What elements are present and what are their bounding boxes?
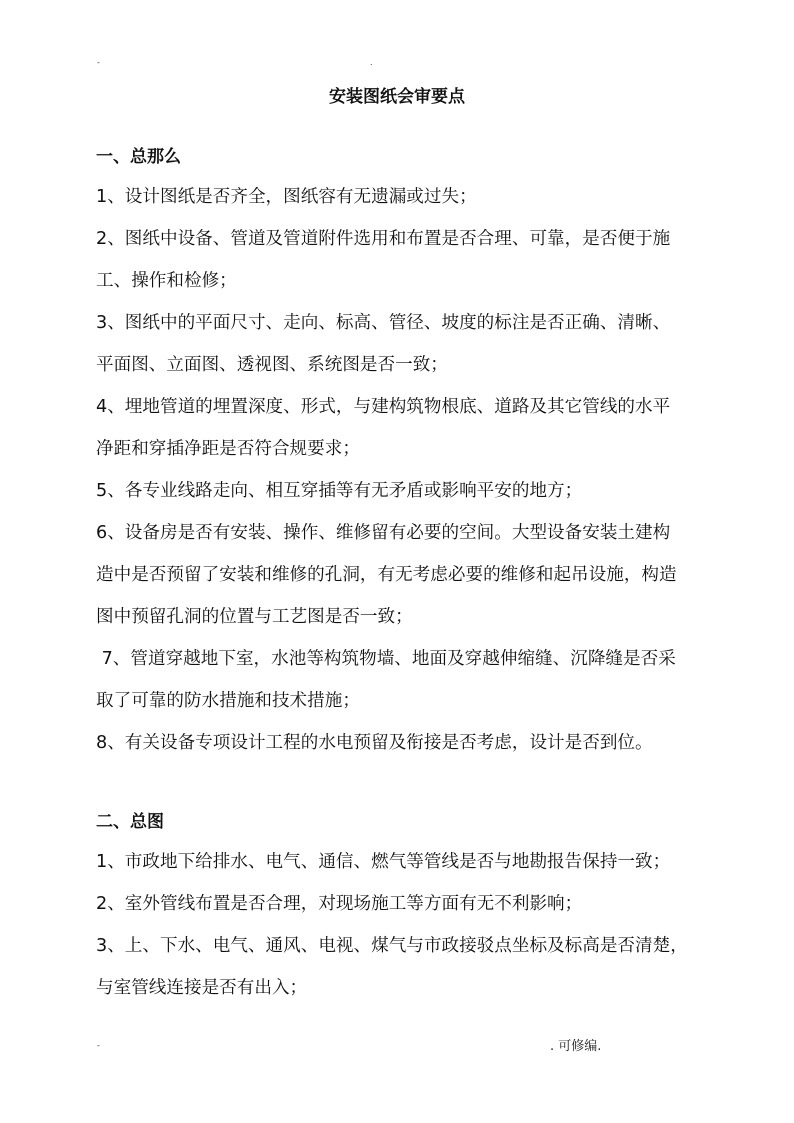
paragraph-line: 1、市政地下给排水、电气、通信、燃气等管线是否与地勘报告保持一致； <box>96 852 671 872</box>
section-general-body <box>96 176 712 764</box>
section-site-plan-body <box>96 841 712 1009</box>
paragraph-line: 净距和穿插净距是否符合规要求； <box>96 439 360 459</box>
paragraph-line: 6、设备房是否有安装、操作、维修留有必要的空间。大型设备安装土建构 <box>96 523 671 543</box>
header-mark-right: . <box>370 58 373 67</box>
paragraph-line: 造中是否预留了安装和维修的孔洞，有无考虑必要的维修和起吊设施，构造 <box>96 565 677 585</box>
paragraph-line: 2、室外管线布置是否合理，对现场施工等方面有无不利影响； <box>96 894 583 914</box>
section-heading-site-plan: 二、总图 <box>96 812 164 832</box>
paragraph-line: 1、设计图纸是否齐全，图纸容有无遗漏或过失； <box>96 187 477 207</box>
paragraph-line: 2、图纸中设备、管道及管道附件选用和布置是否合理、可靠，是否便于施 <box>96 229 671 249</box>
document-title: 安装图纸会审要点 <box>329 87 465 107</box>
paragraph-line: 7、管道穿越地下室，水池等构筑物墙、地面及穿越伸缩缝、沉降缝是否采 <box>96 649 676 669</box>
paragraph-line: 3、图纸中的平面尺寸、走向、标高、管径、坡度的标注是否正确、清晰、 <box>96 313 671 333</box>
paragraph-line: 平面图、立面图、透视图、系统图是否一致； <box>96 355 448 375</box>
section-heading-general: 一、总那么 <box>96 147 181 167</box>
paragraph-line: 5、各专业线路走向、相互穿插等有无矛盾或影响平安的地方； <box>96 481 583 501</box>
paragraph-line: 3、上、下水、电气、通风、电视、煤气与市政接驳点坐标及标高是否清楚， <box>96 936 688 956</box>
paragraph-line: 图中预留孔洞的位置与工艺图是否一致； <box>96 607 413 627</box>
paragraph-line: 与室管线连接是否有出入； <box>96 978 308 998</box>
paragraph-line: 4、埋地管道的埋置深度、形式，与建构筑物根底、道路及其它管线的水平 <box>96 397 671 417</box>
header-mark-left: - <box>97 58 100 67</box>
paragraph-line: 工、操作和检修； <box>96 271 237 291</box>
paragraph-line: 8、有关设备专项设计工程的水电预留及衔接是否考虑，设计是否到位。 <box>96 733 653 753</box>
footer-mark-left: - <box>97 1041 100 1050</box>
paragraph-line: 取了可靠的防水措施和技术措施； <box>96 691 360 711</box>
footer-editable-note: . 可修编. <box>550 1039 602 1054</box>
